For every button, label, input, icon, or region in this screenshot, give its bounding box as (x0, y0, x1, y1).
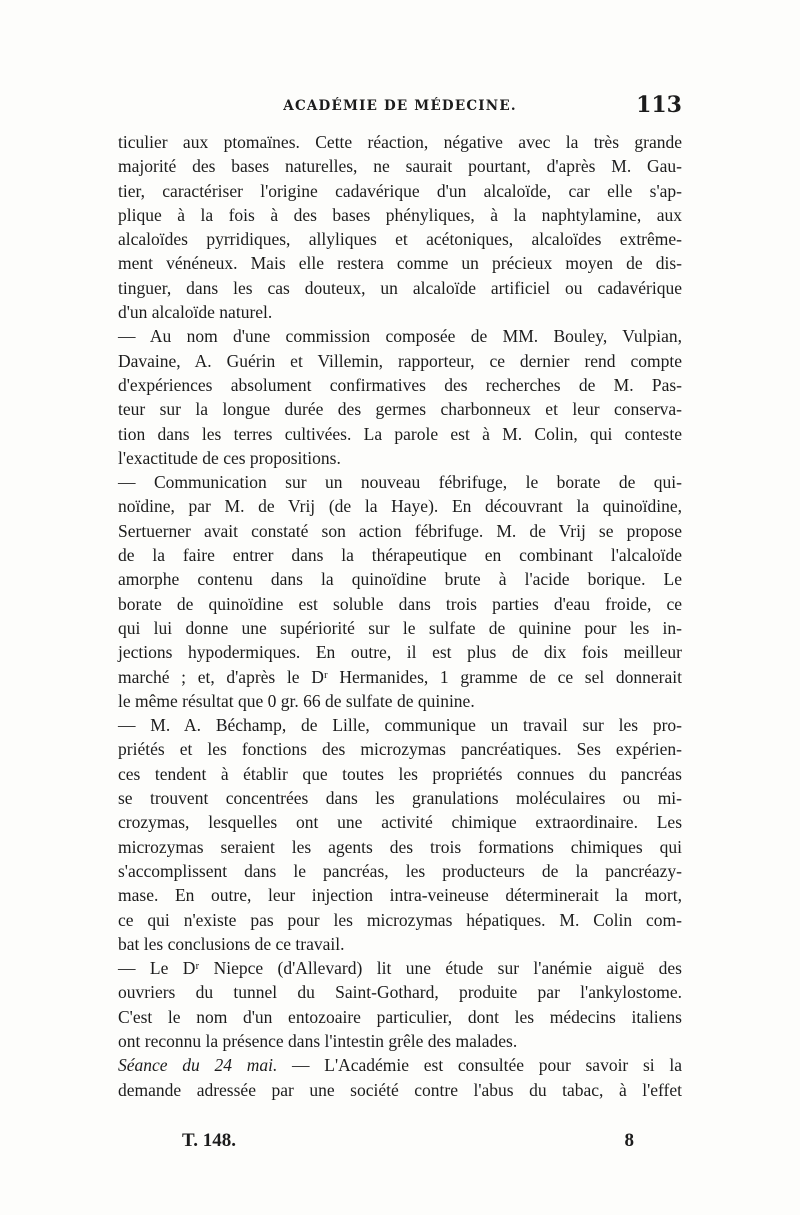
text-line: demande adressée par une société contre l'abus du tabac, à l'effet (118, 1079, 682, 1100)
text-line: borate de quinoïdine est soluble dans trois parties d'eau froide, ce (118, 593, 682, 614)
text-line: tion dans les terres cultivées. La parole est à M. Colin, qui conteste (118, 423, 682, 444)
text-line: tinguer, dans les cas douteux, un alcaloïde artificiel ou cadavérique (118, 277, 682, 298)
text-line: plique à la fois à des bases phényliques, à la naphtylamine, aux (118, 204, 682, 225)
text-line: tier, caractériser l'origine cadavérique d'un alcaloïde, car elle s'ap- (118, 180, 682, 201)
text-line: — Au nom d'une commission composée de MM. Bouley, Vulpian, (118, 326, 682, 347)
text-line: d'un alcaloïde naturel. (118, 302, 273, 323)
signature-mark: 8 (624, 1130, 634, 1151)
text-line: mase. En outre, leur injection intra-veineuse déterminerait la mort, (118, 885, 682, 906)
text-line: le même résultat que 0 gr. 66 de sulfate de quinine. (118, 690, 475, 711)
text-line: alcaloïdes pyrridiques, allyliques et acétoniques, alcaloïdes extrême- (118, 229, 682, 250)
text-line: majorité des bases naturelles, ne saurait pourtant, d'après M. Gau- (118, 156, 682, 177)
page-header (118, 92, 682, 122)
text-line: s'accomplissent dans le pancréas, les producteurs de la pancréazy- (118, 860, 682, 881)
text-line: jections hypodermiques. En outre, il est plus de dix fois meilleur (118, 642, 682, 663)
page-footer (118, 1130, 682, 1162)
body-text (118, 130, 682, 1102)
text-line: qui lui donne une supériorité sur le sulfate de quinine pour les in- (118, 617, 682, 638)
text-line: — M. A. Béchamp, de Lille, communique un travail sur les pro- (118, 715, 682, 736)
text-line: — Le Dʳ Niepce (d'Allevard) lit une étude sur l'anémie aiguë des (118, 958, 682, 979)
text-line: marché ; et, d'après le Dʳ Hermanides, 1 gramme de ce sel donnerait (118, 666, 682, 687)
text-line: se trouvent concentrées dans les granulations moléculaires ou mi- (118, 788, 682, 809)
text-line: de la faire entrer dans la thérapeutique en combinant l'alcaloïde (118, 545, 682, 566)
page-number: 113 (636, 92, 682, 118)
text-line: ment vénéneux. Mais elle restera comme un précieux moyen de dis- (118, 253, 682, 274)
running-title: ACADÉMIE DE MÉDECINE. (283, 98, 517, 114)
text-line: C'est le nom d'un entozoaire particulier, dont les médecins italiens (118, 1006, 682, 1027)
text-line: Séance du 24 mai. — L'Académie est consultée pour savoir si la (118, 1055, 682, 1076)
volume-number: T. 148. (182, 1130, 237, 1151)
text-line: l'exactitude de ces propositions. (118, 447, 341, 468)
text-line: ont reconnu la présence dans l'intestin grêle des malades. (118, 1030, 518, 1051)
text-line: amorphe contenu dans la quinoïdine brute à l'acide borique. Le (118, 569, 682, 590)
text-line: Davaine, A. Guérin et Villemin, rapporteur, ce dernier rend compte (118, 350, 682, 371)
text-line: teur sur la longue durée des germes charbonneux et leur conserva- (118, 399, 682, 420)
text-line: priétés et les fonctions des microzymas pancréatiques. Ses expérien- (118, 739, 682, 760)
text-line: ouvriers du tunnel du Saint-Gothard, produite par l'ankylostome. (118, 982, 682, 1003)
text-line: d'expériences absolument confirmatives des recherches de M. Pas- (118, 374, 682, 395)
text-line: ticulier aux ptomaïnes. Cette réaction, négative avec la très grande (118, 132, 682, 152)
text-line: noïdine, par M. de Vrij (de la Haye). En découvrant la quinoïdine, (118, 496, 682, 517)
text-line: Sertuerner avait constaté son action fébrifuge. M. de Vrij se propose (118, 520, 682, 541)
text-line: ce qui n'existe pas pour les microzymas hépatiques. M. Colin com- (118, 909, 682, 930)
text-line: ces tendent à établir que toutes les propriétés connues du pancréas (118, 763, 682, 784)
text-line: microzymas seraient les agents des trois formations chimiques qui (118, 836, 682, 857)
text-line: bat les conclusions de ce travail. (118, 933, 345, 954)
text-line: — Communication sur un nouveau fébrifuge, le borate de qui- (118, 472, 682, 493)
text-line: crozymas, lesquelles ont une activité chimique extraordinaire. Les (118, 812, 682, 833)
